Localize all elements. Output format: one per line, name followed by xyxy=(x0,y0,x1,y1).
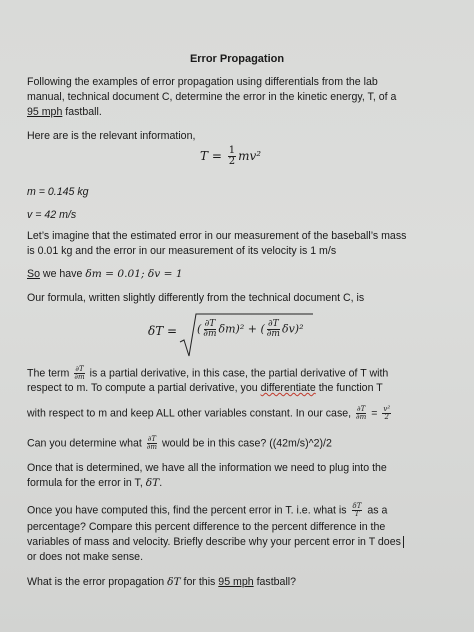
computed-den: T xyxy=(354,510,360,518)
computed-num: δT xyxy=(352,502,362,510)
differentiate-word: differentiate xyxy=(260,382,316,394)
formula-t-lhs: T = xyxy=(200,149,222,163)
once-post: . xyxy=(159,477,163,489)
half-fraction xyxy=(228,146,236,167)
velocity-value: v = 42 m/s xyxy=(27,209,77,221)
case-eq: = xyxy=(368,407,381,420)
percentage-line-3: or does not make sense. xyxy=(27,551,144,563)
once-pre: formula for the error in T, xyxy=(27,477,146,489)
partial-den-1: ∂m xyxy=(203,329,217,339)
speed-link: 95 mph xyxy=(27,106,63,118)
q1-pre: Can you determine what xyxy=(27,437,145,450)
case-num: ∂T xyxy=(357,405,366,413)
partial-num-1: ∂T xyxy=(204,319,216,329)
question-1 xyxy=(27,436,332,451)
term-line xyxy=(27,366,388,381)
partial-den-2: ∂m xyxy=(266,329,280,339)
respect-post: the function T xyxy=(315,382,383,394)
term-partial xyxy=(74,366,84,381)
with-respect-line xyxy=(27,406,393,421)
once-line-1: Once that is determined, we have all the information we need to plug into the xyxy=(27,462,387,474)
open-paren: ( xyxy=(197,322,202,336)
term-pre: The term xyxy=(27,367,73,380)
final-speed: 95 mph xyxy=(218,576,254,588)
partial-t-m xyxy=(203,320,216,339)
imagine-line-2: is 0.01 kg and the error in our measurement of its velocity is 1 m/s xyxy=(27,245,337,257)
relevant-info-label: Here are is the relevant information, xyxy=(27,130,196,142)
term-1-rest: δm)² + ( xyxy=(218,322,265,336)
term-den: ∂m xyxy=(74,373,85,381)
once-math: δT xyxy=(145,477,160,489)
once-line-2 xyxy=(27,477,162,490)
error-formula-body xyxy=(197,320,304,339)
q1-num: ∂T xyxy=(147,435,157,443)
so-word: So xyxy=(27,268,40,280)
error-formula xyxy=(148,325,177,338)
final-math: δT xyxy=(167,576,181,588)
case-den: ∂m xyxy=(356,413,367,421)
mass-value: m = 0.145 kg xyxy=(27,186,89,198)
final-question xyxy=(27,576,296,589)
term-2-rest: δv)² xyxy=(281,322,304,336)
so-rest: we have xyxy=(39,268,86,280)
intro-line-2: manual, technical document C, determine the error in the kinetic energy, T, of a xyxy=(27,91,397,103)
final-mid: for this xyxy=(180,576,219,588)
term-num: ∂T xyxy=(75,365,84,373)
q1-post: would be in this case? ((42m/s)^2)/2 xyxy=(159,437,332,450)
percentage-line-2-text: variables of mass and velocity. Briefly describe why your percent error in T does xyxy=(27,536,401,548)
half-num: 1 xyxy=(228,145,236,156)
percentage-line-1: percentage? Compare this percent difference to the percent difference in the xyxy=(27,521,386,533)
formula-intro: Our formula, written slightly differently from the technical document C, is xyxy=(27,292,365,304)
text-cursor xyxy=(403,536,404,548)
term-post: is a partial derivative, in this case, the partial derivative of T with xyxy=(86,367,389,380)
formula-t-rhs: mv² xyxy=(238,149,262,163)
case-partial xyxy=(356,406,366,421)
respect-line xyxy=(27,382,383,395)
computed-frac xyxy=(352,503,363,518)
intro-line-1: Following the examples of error propagation using differentials from the lab xyxy=(27,76,378,88)
final-pre: What is the error propagation xyxy=(27,576,168,588)
intro-line-3 xyxy=(27,106,102,119)
q1-partial xyxy=(147,436,157,451)
percentage-line-2 xyxy=(27,536,404,549)
computed-post: as a xyxy=(364,504,388,517)
computed-pre: Once you have computed this, find the percent error in T. i.e. what is xyxy=(27,504,350,517)
computed-line xyxy=(27,503,387,518)
half-den: 2 xyxy=(228,156,236,167)
case-result xyxy=(382,406,391,421)
imagine-line-1: Let’s imagine that the estimated error in our measurement of the baseball’s mass xyxy=(27,230,407,242)
so-we-have xyxy=(27,268,183,281)
page-title: Error Propagation xyxy=(189,53,285,65)
partial-num-2: ∂T xyxy=(268,319,279,329)
case-rden: 2 xyxy=(384,413,390,421)
intro-line-3-rest: fastball. xyxy=(62,106,102,118)
final-post: fastball? xyxy=(253,576,297,588)
formula-dt-lhs: δT = xyxy=(148,324,178,338)
delta-values: δm = 0.01; δv = 1 xyxy=(85,268,183,280)
case-rnum: v² xyxy=(383,405,391,413)
kinetic-energy-formula xyxy=(200,146,261,167)
respect-pre: respect to m. To compute a partial derivative, you xyxy=(27,382,261,394)
with-respect-text: with respect to m and keep ALL other variables constant. In our case, xyxy=(27,407,355,420)
q1-den: ∂m xyxy=(146,443,158,451)
partial-t-v xyxy=(267,320,280,339)
